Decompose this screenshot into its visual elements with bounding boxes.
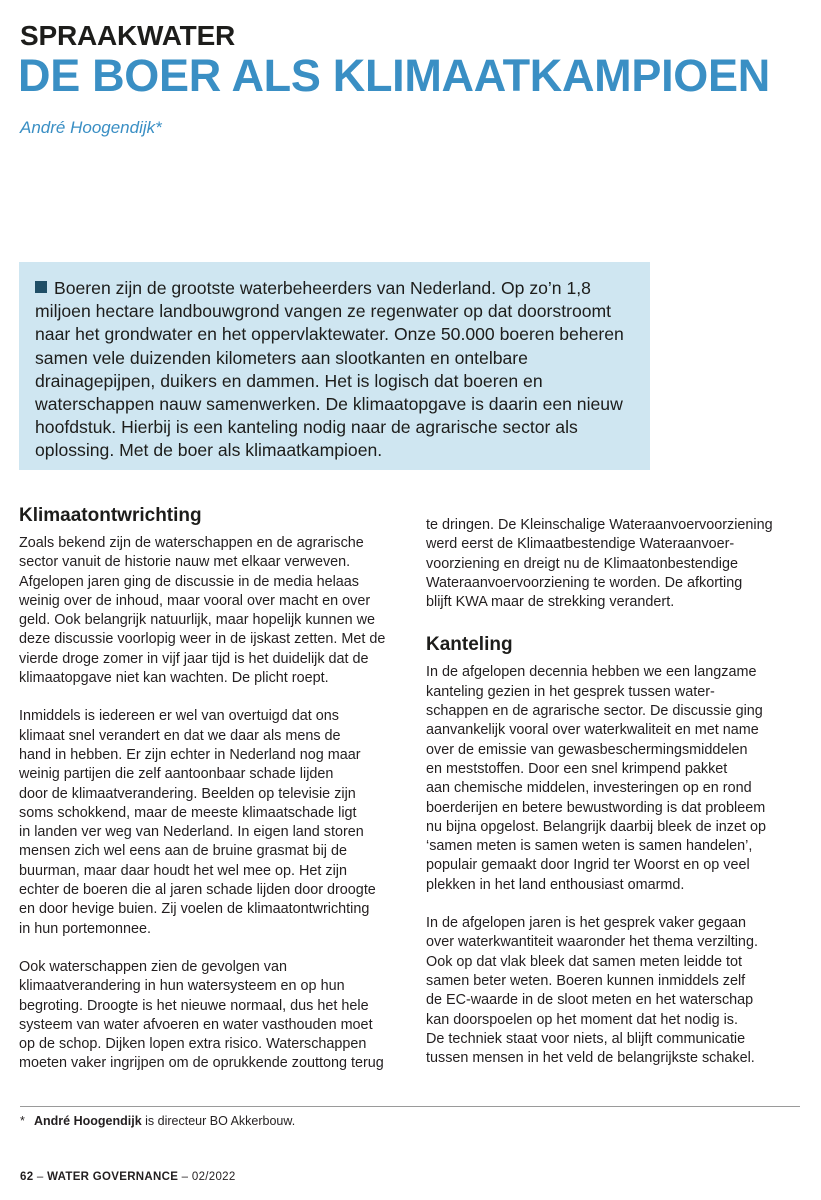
body-paragraph: In de afgelopen decennia hebben we een langzame kanteling gezien in het gesprek tussen water- schappen en de agrarische sector. De discussie ging aanvankelijk vooral over waterkwaliteit en met name over de emissie van gewasbeschermingsmiddelen en meststoffen. Door een snel krimpend pakket aan chemische middelen, investeringen op en rond boerderijen en betere bewustwording is dat probleem nu bijna opgelost. Belangrijk daarbij bleek de inzet op ‘samen meten is samen weten is samen handelen’, populair gemaakt door Ingrid ter Woorst en op veel plekken in het land enthousiast omarmd.: [426, 664, 767, 893]
right-column: [426, 516, 796, 1087]
section-heading-klimaatontwrichting: Klimaatontwrichting: [19, 505, 202, 526]
body-paragraph: Zoals bekend zijn de waterschappen en de agrarische sector vanuit de historie nauw met elkaar verweven. Afgelopen jaren ging de discussie in de media helaas weinig over de inhoud, maar vooral over macht en over geld. Ook belangrijk natuurlijk, maar hopelijk kunnen we deze discussie voorlopig weer in de ijskast zetten. Met de vierde droge zomer in vijf jaar tijd is het duidelijk dat de klimaatopgave niet kan wachten. De plicht roept.: [19, 535, 386, 687]
footnote-text: is directeur BO Akkerbouw.: [141, 1114, 296, 1128]
intro-box: [19, 262, 650, 470]
intro-text: Boeren zijn de grootste waterbeheerders van Nederland. Op zo’n 1,8 miljoen hectare landbouwgrond vangen ze regenwater op dat doorstroomt naar het grondwater en het oppervlaktewater. Onze 50.000 boeren beheren samen vele duizenden kilometers aan slootkanten en ontelbare drainagepijpen, duikers en dammen. Het is logisch dat boeren en waterschappen nauw samenwerken. De klimaatopgave is daarin een nieuw hoofdstuk. Hierbij is een kanteling nodig naar de agrarische sector als oplossing. Met de boer als klimaatkampioen.: [35, 278, 624, 461]
folio-separator: –: [178, 1171, 192, 1183]
square-bullet-icon: [35, 281, 47, 293]
body-paragraph: In de afgelopen jaren is het gesprek vaker gegaan over waterkwantiteit waaronder het thema verzilting. Ook op dat vlak bleek dat samen meten leidde tot samen beter weten. Boeren kunnen inmiddels zelf de EC-waarde in de sloot meten en het waterschap kan doorspoelen op het moment dat het nodig is. De techniek staat voor niets, al blijft communicatie tussen mensen in het veld de belangrijkste schakel.: [426, 915, 758, 1067]
page-number: 62: [20, 1171, 34, 1183]
body-paragraph: Inmiddels is iedereen er wel van overtuigd dat ons klimaat snel verandert en dat we daar als mens de hand in hebben. Er zijn echter in Nederland nog maar weinig partijen die zelf aantoonbaar schade lijden door de klimaatverandering. Beelden op televisie zijn soms schokkend, maar de meeste klimaatschade ligt in landen ver weg van Nederland. In eigen land storen mensen zich wel eens aan de bruine grasmat bij de buurman, maar daar houdt het wel mee op. Het zijn echter de boeren die al jaren schade lijden door droogte en door hevige buien. Zij voelen de klimaatontwrichting in hun portemonnee.: [19, 708, 376, 937]
section-kicker: SPRAAKWATER: [20, 20, 236, 51]
footnote: [20, 1113, 295, 1129]
section-heading-kanteling: Kanteling: [426, 634, 513, 656]
page-folio: [20, 1170, 236, 1184]
footnote-divider: [20, 1106, 800, 1107]
article-title: DE BOER ALS KLIMAATKAMPIOEN: [18, 50, 770, 101]
magazine-name: WATER GOVERNANCE: [47, 1171, 179, 1183]
body-paragraph-continued: te dringen. De Kleinschalige Wateraanvoervoorziening werd eerst de Klimaatbestendige Wateraanvoer- voorziening en dreigt nu de Klimaatonbestendige Wateraanvoervoorziening te worden. De afkorting blijft KWA maar de strekking verandert.: [426, 517, 773, 611]
body-paragraph: Ook waterschappen zien de gevolgen van klimaatverandering in hun watersysteem en op hun begroting. Droogte is het nieuwe normaal, dus het hele systeem van water afvoeren en water vasthouden moet op de schop. Dijken lopen extra risico. Waterschappen moeten vaker ingrijpen om de oprukkende zouttong terug: [19, 958, 384, 1072]
issue-number: 02/2022: [191, 1171, 236, 1183]
folio-separator: –: [33, 1171, 48, 1183]
article-author: André Hoogendijk*: [20, 118, 162, 137]
footnote-author-name: André Hoogendijk: [34, 1114, 142, 1128]
footnote-marker: *: [20, 1114, 25, 1128]
intro-paragraph: [35, 277, 645, 463]
left-column: [19, 505, 391, 1093]
